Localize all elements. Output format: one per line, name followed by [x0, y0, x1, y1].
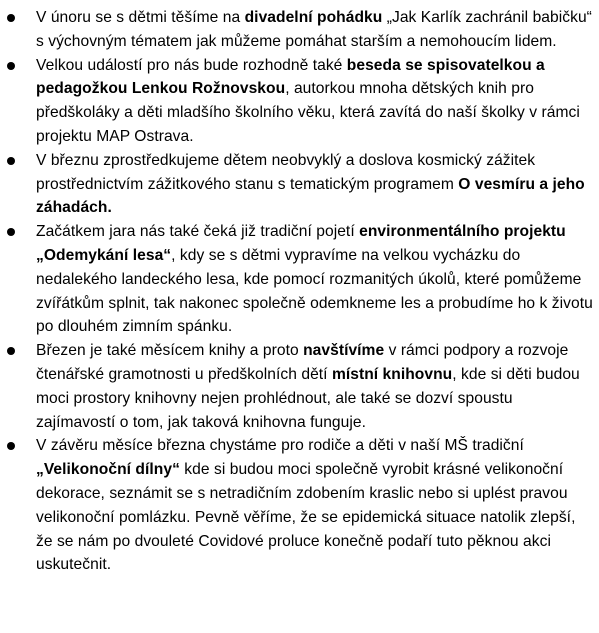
bullet-dot-icon — [7, 157, 15, 165]
bold-text: environmentálního projektu „Odemykání lesa“ — [36, 223, 566, 264]
body-text: kde si budou moci společně vyrobit krásné velikonoční dekorace, seznámit se s netradičním zdobením kraslic nebo si uplést pravou velikonoční pomlázku. Pevně věříme, že se epidemická situace natolik zlepší, že se nám po dvouleté Covidové proluce konečně podaří tuto pěknou akci uskutečnit. — [36, 461, 576, 574]
body-text: Březen je také měsícem knihy a proto — [36, 342, 304, 360]
bold-text: divadelní pohádku — [244, 9, 383, 26]
bold-text: „Velikonoční dílny“ — [36, 461, 180, 479]
bullet-dot-icon — [7, 14, 15, 22]
body-text: , kdy se s dětmi vypravíme na velkou vycházku do nedalekého landeckého lesa, kde pomocí rozmanitých úkolů, které pomůžeme zvířátkům splnit, tak nakonec společně odemkneme les a probudíme ho k životu po dlouhém zimním spánku. — [36, 246, 593, 336]
body-text: v rámci podpory a rozvoje čtenářské gramotnosti u předškolních dětí — [36, 342, 569, 383]
bullet-dot-icon — [7, 228, 15, 236]
bullet-dot-icon — [7, 347, 15, 355]
bullet-dot-icon — [7, 442, 15, 450]
bullet-list — [0, 6, 599, 577]
bullet-item — [0, 149, 599, 220]
bullet-item — [0, 54, 599, 149]
bold-text: místní knihovnu — [331, 365, 453, 383]
bullet-item — [0, 220, 599, 339]
body-text: , autorkou mnoha dětských knih pro předškoláky a děti mladšího školního věku, která zavítá do naší školky v rámci projektu MAP Ostrava. — [36, 80, 580, 145]
bold-text: navštívíme — [303, 342, 385, 360]
bullet-item — [0, 339, 599, 434]
bold-text: O vesmíru a jeho záhadách. — [36, 175, 585, 217]
bullet-item — [0, 6, 599, 54]
body-text: , kde si děti budou moci prostory knihovny nejen prohlédnout, ale také se dozví spoustu zajímavostí o tom, jak taková knihovna funguje. — [36, 365, 580, 431]
bullet-item — [0, 434, 599, 577]
body-text: Začátkem jara nás také čeká již tradiční pojetí — [36, 223, 360, 241]
body-text: Velkou událostí pro nás bude rozhodně také — [36, 56, 347, 74]
bullet-dot-icon — [7, 62, 15, 70]
bold-text: beseda se spisovatelkou a pedagožkou Lenkou Rožnovskou — [36, 56, 545, 98]
body-text: V únoru se s dětmi těšíme na — [36, 9, 245, 26]
body-text: V březnu zprostředkujeme dětem neobvyklý a doslova kosmický zážitek prostřednictvím zážitkového stanu s tematickým programem — [36, 151, 536, 193]
body-text: „Jak Karlík zachránil babičku“ s výchovným tématem jak můžeme pomáhat starším a nemohoucím lidem. — [36, 9, 592, 50]
body-text: V závěru měsíce března chystáme pro rodiče a děti v naší MŠ tradiční — [36, 437, 524, 455]
